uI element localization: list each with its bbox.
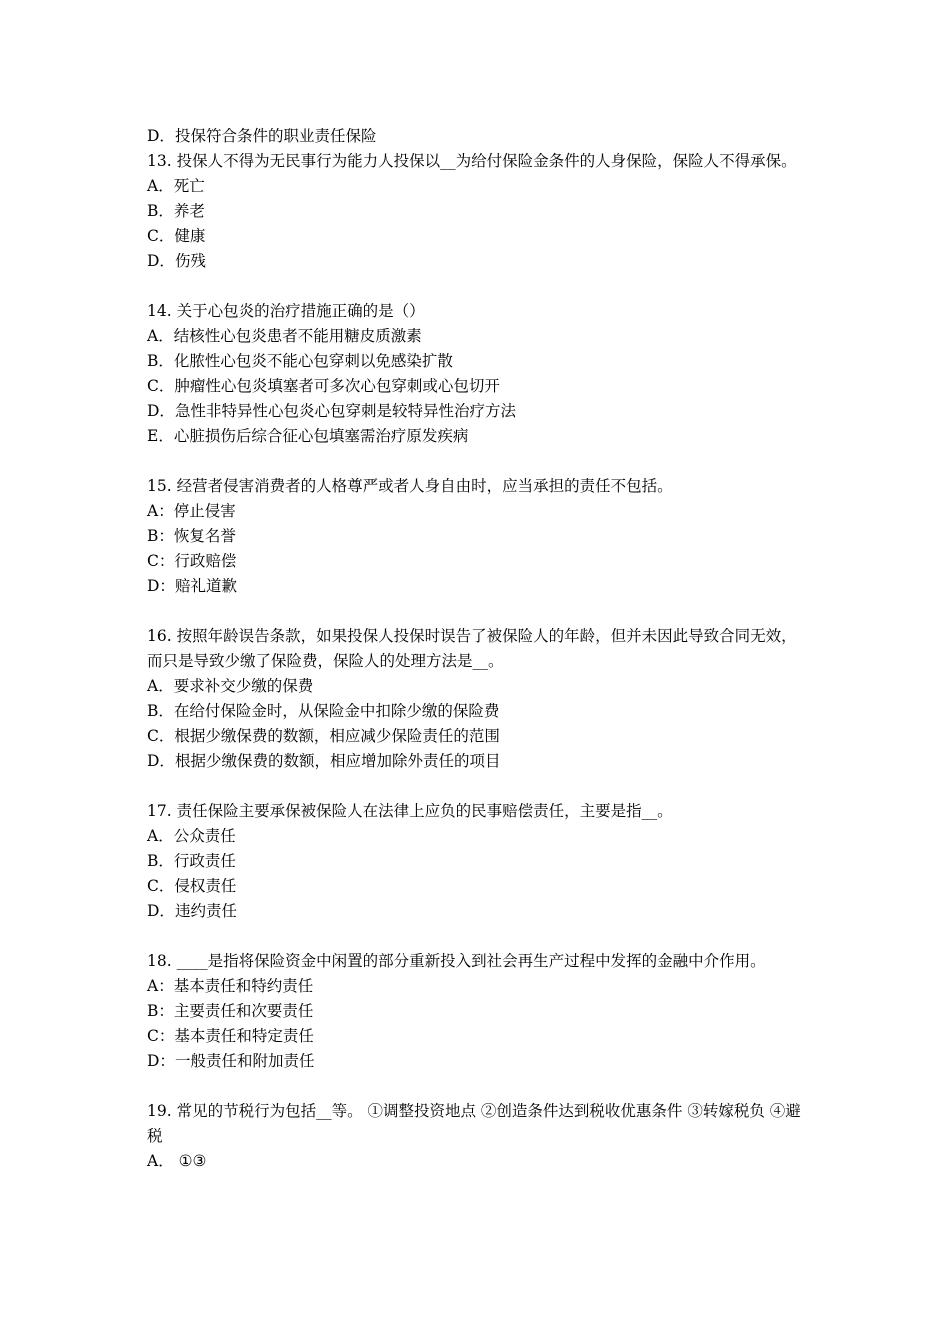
option-text: 要求补交少缴的保费 xyxy=(173,677,314,695)
option-text: ①③ xyxy=(173,1152,207,1170)
option-label: D． xyxy=(147,752,175,770)
option-e xyxy=(147,424,812,449)
option-label: C： xyxy=(147,1027,175,1045)
option-label: B． xyxy=(147,352,174,370)
option-label: D． xyxy=(147,127,175,145)
option-label: A： xyxy=(147,977,174,995)
option-text: 恢复名誉 xyxy=(173,527,236,545)
option-label: B． xyxy=(147,202,174,220)
question-14 xyxy=(147,299,812,449)
question-18 xyxy=(147,949,812,1074)
question-stem: 14. 关于心包炎的治疗措施正确的是（） xyxy=(147,302,425,320)
question-19 xyxy=(147,1099,812,1174)
option-text: 急性非特异性心包炎心包穿刺是较特异性治疗方法 xyxy=(174,402,516,420)
option-c xyxy=(147,374,812,399)
option-text: 公众责任 xyxy=(173,827,236,845)
question-stem: 19. 常见的节税行为包括__等。 ①调整投资地点 ②创造条件达到税收优惠条件 ③转嫁税负 ④避税 xyxy=(147,1102,801,1145)
option-b xyxy=(147,999,812,1024)
option-label: C． xyxy=(147,727,175,745)
question-stem: 17. 责任保险主要承保被保险人在法律上应负的民事赔偿责任，主要是指__。 xyxy=(147,802,673,820)
option-b xyxy=(147,524,812,549)
option-label: D． xyxy=(147,252,175,270)
option-label: D． xyxy=(147,902,175,920)
document-page xyxy=(147,124,812,1199)
option-label: D： xyxy=(147,577,175,595)
option-d xyxy=(147,399,812,424)
option-b xyxy=(147,849,812,874)
option-label: B： xyxy=(147,1002,174,1020)
option-c xyxy=(147,874,812,899)
option-text: 基本责任和特约责任 xyxy=(173,977,314,995)
option-text: 根据少缴保费的数额，相应减少保险责任的范围 xyxy=(174,727,500,745)
question-15 xyxy=(147,474,812,599)
option-text: 基本责任和特定责任 xyxy=(174,1027,314,1045)
option-b xyxy=(147,699,812,724)
option-d xyxy=(147,574,812,599)
option-text: 在给付保险金时，从保险金中扣除少缴的保险费 xyxy=(173,702,500,720)
question-17 xyxy=(147,799,812,924)
option-b xyxy=(147,199,812,224)
option-label: E． xyxy=(147,427,174,445)
option-text: 赔礼道歉 xyxy=(174,577,237,595)
option-text: 结核性心包炎患者不能用糖皮质激素 xyxy=(173,327,422,345)
option-label: A． xyxy=(147,1152,174,1170)
option-c xyxy=(147,1024,812,1049)
option-text: 主要责任和次要责任 xyxy=(173,1002,314,1020)
option-a xyxy=(147,324,812,349)
option-label: C： xyxy=(147,552,175,570)
option-a xyxy=(147,1149,812,1174)
option-d xyxy=(147,249,812,274)
option-a xyxy=(147,974,812,999)
option-label: A． xyxy=(147,177,174,195)
question-stem: 16. 按照年龄误告条款，如果投保人投保时误告了被保险人的年龄，但并未因此导致合同无效，而只是导致少缴了保险费，保险人的处理方法是__。 xyxy=(147,627,797,670)
question-stem: 13. 投保人不得为无民事行为能力人投保以__为给付保险金条件的人身保险，保险人不得承保。 xyxy=(147,152,797,170)
question-13 xyxy=(147,149,812,274)
option-label: B． xyxy=(147,702,174,720)
option-text: 根据少缴保费的数额，相应增加除外责任的项目 xyxy=(174,752,501,770)
option-label: A． xyxy=(147,677,174,695)
option-text: 养老 xyxy=(173,202,205,220)
option-text: 伤残 xyxy=(174,252,206,270)
option-a xyxy=(147,824,812,849)
option-text: 行政责任 xyxy=(173,852,236,870)
option-label: C． xyxy=(147,227,175,245)
lead-option xyxy=(147,124,812,149)
option-c xyxy=(147,549,812,574)
option-label: D． xyxy=(147,402,175,420)
option-text: 违约责任 xyxy=(174,902,237,920)
option-text: 投保符合条件的职业责任保险 xyxy=(174,127,377,145)
option-d xyxy=(147,899,812,924)
option-d xyxy=(147,749,812,774)
option-label: D： xyxy=(147,1052,175,1070)
option-label: A． xyxy=(147,827,174,845)
option-a xyxy=(147,174,812,199)
option-label: A： xyxy=(147,502,174,520)
option-c xyxy=(147,724,812,749)
option-label: A． xyxy=(147,327,174,345)
option-text: 心脏损伤后综合征心包填塞需治疗原发疾病 xyxy=(173,427,469,445)
option-label: C． xyxy=(147,877,175,895)
option-label: B． xyxy=(147,852,174,870)
option-d xyxy=(147,1049,812,1074)
option-label: B： xyxy=(147,527,174,545)
option-a xyxy=(147,674,812,699)
question-stem: 15. 经营者侵害消费者的人格尊严或者人身自由时，应当承担的责任不包括。 xyxy=(147,477,673,495)
option-text: 行政赔偿 xyxy=(174,552,237,570)
option-c xyxy=(147,224,812,249)
option-text: 一般责任和附加责任 xyxy=(174,1052,315,1070)
question-stem: 18. ____是指将保险资金中闲置的部分重新投入到社会再生产过程中发挥的金融中介作用。 xyxy=(147,952,766,970)
option-text: 化脓性心包炎不能心包穿刺以免感染扩散 xyxy=(173,352,453,370)
option-a xyxy=(147,499,812,524)
option-text: 健康 xyxy=(174,227,206,245)
option-text: 肿瘤性心包炎填塞者可多次心包穿刺或心包切开 xyxy=(174,377,500,395)
option-text: 死亡 xyxy=(173,177,205,195)
question-16 xyxy=(147,624,812,774)
option-label: C． xyxy=(147,377,175,395)
option-text: 停止侵害 xyxy=(173,502,236,520)
option-b xyxy=(147,349,812,374)
option-text: 侵权责任 xyxy=(174,877,237,895)
